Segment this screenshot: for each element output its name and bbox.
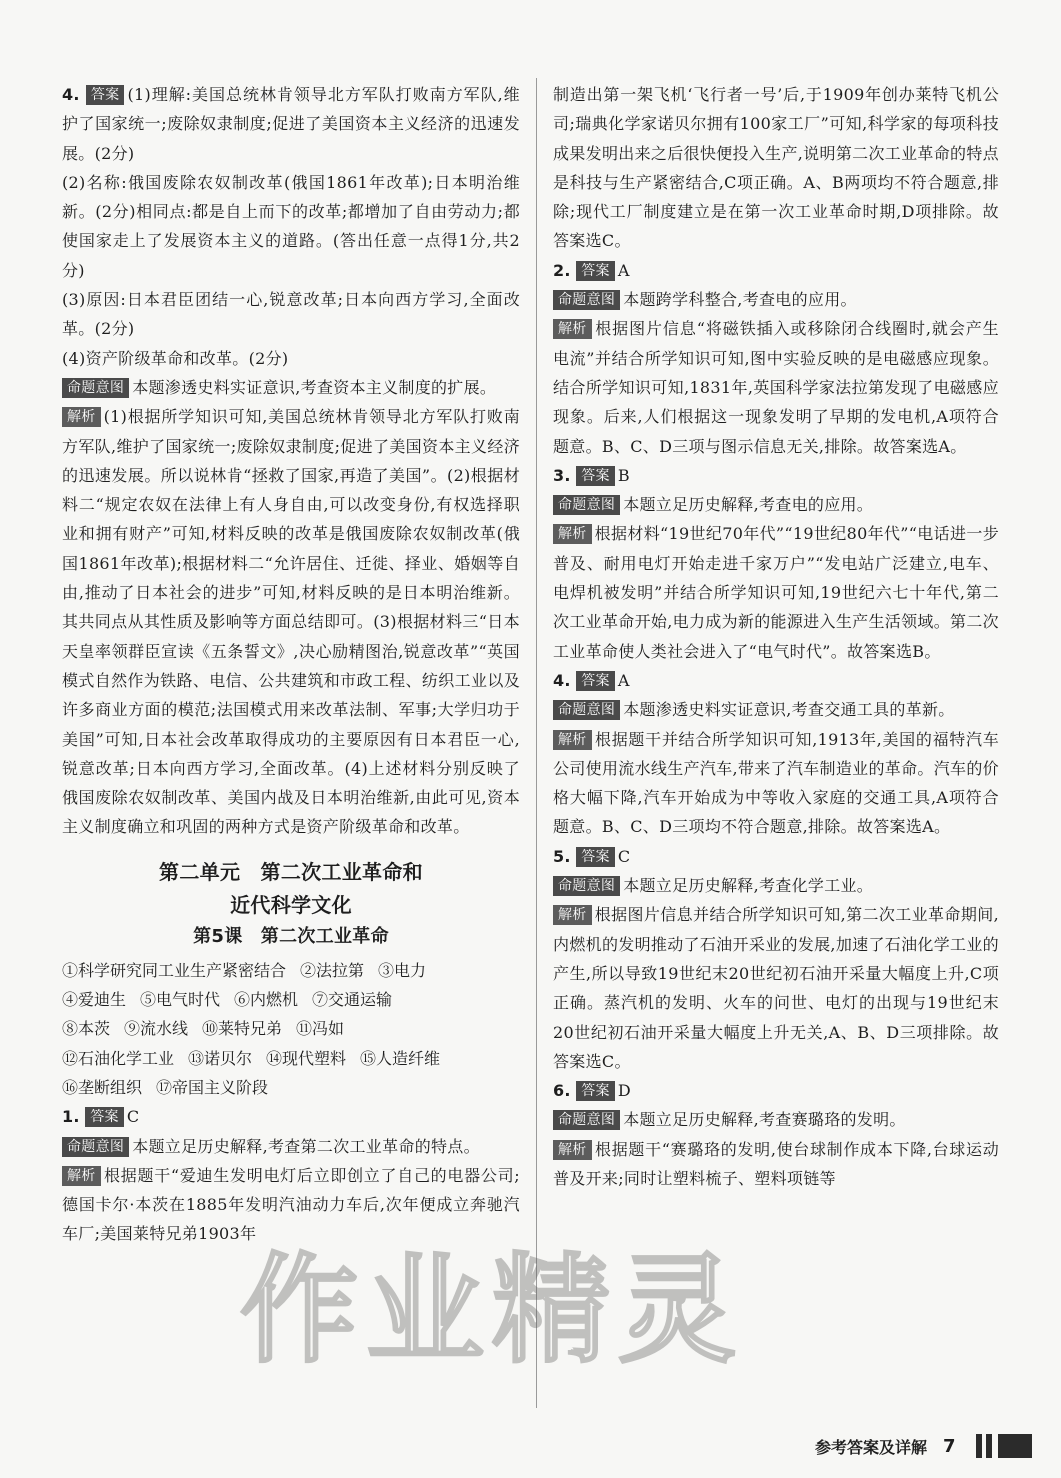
question-number: 3. (553, 465, 571, 485)
right-column (553, 80, 999, 1193)
analysis-tag: 解析 (553, 730, 592, 750)
q5-intent: 命题意图 本题立足历史解释,考查化学工业。 (553, 871, 999, 900)
q4-answer: 4. 答案 A (553, 670, 630, 690)
q2-answer: 2. 答案 A (553, 260, 630, 280)
analysis-tag: 解析 (62, 407, 101, 427)
q1-analysis: 解析 根据题干“爱迪生发明电灯后立即创立了自己的电器公司;德国卡尔·本茨在1885年发明汽油动力车后,次年便成立奔驰汽车厂;美国莱特兄弟1903年 (62, 1165, 520, 1244)
question-number: 4. (553, 670, 571, 690)
footer-bar-icon (976, 1434, 982, 1458)
intent-tag: 命题意图 (553, 495, 620, 515)
q4-analysis: 解析 根据题干并结合所学知识可知,1913年,美国的福特汽车公司使用流水线生产汽车,带来了汽车制造业的革命。汽车的价格大幅下降,汽车开始成为中等收入家庭的交通工具,A项符合题意。B、C、D三项均不符合题意,排除。故答案选A。 (553, 729, 999, 837)
intent-tag: 命题意图 (553, 700, 620, 720)
question-number: 2. (553, 260, 571, 280)
answer-tag: 答案 (576, 671, 615, 691)
answer-tag: 答案 (85, 1107, 124, 1127)
footer-bar-icon (998, 1434, 1032, 1458)
q4-answer: 4. 答案 (1)理解:美国总统林肯领导北方军队打败南方军队,维护了国家统一;废除奴隶制度;促进了美国资本主义经济的迅速发展。(2分) (62, 85, 520, 163)
answer-tag: 答案 (576, 261, 615, 281)
unit-title-line2: 近代科学文化 (230, 892, 352, 917)
analysis-tag: 解析 (553, 524, 592, 544)
key-row: ④爱迪生 ⑤电气时代 ⑥内燃机 ⑦交通运输 (62, 990, 393, 1010)
question-number: 4. (62, 85, 80, 104)
q5-analysis: 解析 根据图片信息并结合所学知识可知,第二次工业革命期间,内燃机的发明推动了石油开采业的发展,加速了石油化学工业的产生,所以导致19世纪末20世纪初石油开采量大幅度上升,C项正确。蒸汽机的发明、火车的问世、电灯的出现与19世纪末20世纪初石油开采量大幅度上升无关,A、B、D三项排除。故答案选C。 (553, 905, 999, 1071)
question-number: 6. (553, 1081, 571, 1101)
page-footer (815, 1434, 1032, 1458)
key-row: ⑫石油化学工业 ⑬诺贝尔 ⑭现代塑料 ⑮人造纤维 (62, 1048, 441, 1068)
footer-bar-icon (986, 1434, 992, 1458)
q3-answer: 3. 答案 B (553, 465, 630, 485)
q5-answer: 5. 答案 C (553, 846, 631, 866)
lesson-title: 第5课 第二次工业革命 (193, 925, 389, 947)
question-number: 5. (553, 846, 571, 866)
answer-tag: 答案 (576, 1081, 615, 1101)
answer-tag: 答案 (86, 85, 125, 105)
analysis-tag: 解析 (553, 905, 592, 925)
intent-tag: 命题意图 (553, 1110, 620, 1130)
q2-intent: 命题意图 本题跨学科整合,考查电的应用。 (553, 285, 999, 314)
q4-answer-part3: (3)原因:日本君臣团结一心,锐意改革;日本向西方学习,全面改革。(2分) (62, 290, 520, 339)
analysis-tag: 解析 (553, 319, 592, 339)
answer-tag: 答案 (576, 466, 615, 486)
left-column (62, 80, 520, 1249)
q3-intent: 命题意图 本题立足历史解释,考查电的应用。 (553, 490, 999, 519)
key-row: ⑯垄断组织 ⑰帝国主义阶段 (62, 1077, 269, 1097)
intent-tag: 命题意图 (553, 876, 620, 896)
q1-answer: 1. 答案 C (62, 1107, 140, 1127)
question-number: 1. (62, 1107, 80, 1127)
analysis-tag: 解析 (553, 1140, 592, 1160)
intent-tag: 命题意图 (62, 1137, 129, 1157)
analysis-tag: 解析 (62, 1166, 101, 1186)
q1-analysis-continued: 制造出第一架飞机‘飞行者一号’后,于1909年创办莱特飞机公司;瑞典化学家诺贝尔拥有100家工厂”可知,科学家的每项科技成果发明出来之后很快便投入生产,说明第二次工业革命的特点是科技与生产紧密结合,C项正确。A、B两项均不符合题意,排除;现代工厂制度建立是在第一次工业革命时期,D项排除。故答案选C。 (553, 85, 999, 251)
q6-analysis: 解析 根据题干“赛璐珞的发明,使台球制作成本下降,台球运动普及开来;同时让塑料梳子、塑料项链等 (553, 1139, 999, 1188)
q3-analysis: 解析 根据材料“19世纪70年代”“19世纪80年代”“电话进一步普及、耐用电灯开始走进千家万户”“发电站广泛建立,电车、电焊机被发明”并结合所学知识可知,19世纪六七十年代,第二次工业革命开始,电力成为新的能源进入生产生活领域。第二次工业革命使人类社会进入了“电气时代”。故答案选B。 (553, 524, 999, 661)
q2-analysis: 解析 根据图片信息“将磁铁插入或移除闭合线圈时,就会产生电流”并结合所学知识可知,图中实验反映的是电磁感应现象。结合所学知识可知,1831年,英国科学家法拉第发现了电磁感应现象。后来,人们根据这一现象发明了早期的发电机,A项符合题意。B、C、D三项与图示信息无关,排除。故答案选A。 (553, 319, 999, 456)
intent-tag: 命题意图 (553, 290, 620, 310)
q6-answer: 6. 答案 D (553, 1081, 631, 1101)
answer-tag: 答案 (576, 847, 615, 867)
watermark: 作业精灵 (240, 1241, 745, 1379)
q1-intent: 命题意图 本题立足历史解释,考查第二次工业革命的特点。 (62, 1132, 520, 1161)
footer-title: 参考答案及详解 (815, 1437, 928, 1457)
key-row: ①科学研究同工业生产紧密结合 ②法拉第 ③电力 (62, 960, 427, 980)
q4-answer-part4: (4)资产阶级革命和改革。(2分) (62, 348, 289, 368)
q4-intent: 命题意图 本题渗透史料实证意识,考查交通工具的革新。 (553, 695, 999, 724)
unit-title-line1: 第二单元 第二次工业革命和 (159, 859, 423, 884)
intent-tag: 命题意图 (62, 378, 129, 398)
key-row: ⑧本茨 ⑨流水线 ⑩莱特兄弟 ⑪冯如 (62, 1019, 345, 1039)
q4-answer-part2: (2)名称:俄国废除农奴制改革(俄国1861年改革);日本明治维新。(2分)相同点:都是自上而下的改革;都增加了自由劳动力;都使国家走上了发展资本主义的道路。(答出任意一点得1分,共2分) (62, 172, 520, 280)
column-divider (536, 78, 537, 1408)
q6-intent: 命题意图 本题立足历史解释,考查赛璐珞的发明。 (553, 1105, 999, 1134)
q4-intent: 命题意图 本题渗透史料实证意识,考查资本主义制度的扩展。 (62, 373, 520, 402)
page-number: 7 (943, 1435, 956, 1457)
q4-analysis: 解析 (1)根据所学知识可知,美国总统林肯领导北方军队打败南方军队,维护了国家统一;废除奴隶制度;促进了美国资本主义经济的迅速发展。所以说林肯“拯救了国家,再造了美国”。(2)根据材料二“规定农奴在法律上有人身自由,可以改变身份,有权选择职业和拥有财产”可知,材料反映的改革是俄国废除农奴制改革(俄国1861年改革);根据材料二“允许居住、迁徙、择业、婚姻等自由,推动了日本社会的进步”可知,材料反映的是日本明治维新。其共同点从其性质及影响等方面总结即可。(3)根据材料三“日本天皇率领群臣宣读《五条誓文》,决心励精图治,锐意改革”“英国模式自然作为铁路、电信、公共建筑和市政工程、纺织工业以及许多商业方面的模范;法国模式用来改革法制、军事;大学归功于美国”可知,日本社会改革取得成功的主要原因有日本君臣一心,锐意改革;日本向西方学习,全面改革。(4)上述材料分别反映了俄国废除农奴制改革、美国内战及日本明治维新,由此可见,资本主义制度确立和巩固的两种方式是资产阶级革命和改革。 (62, 407, 520, 837)
